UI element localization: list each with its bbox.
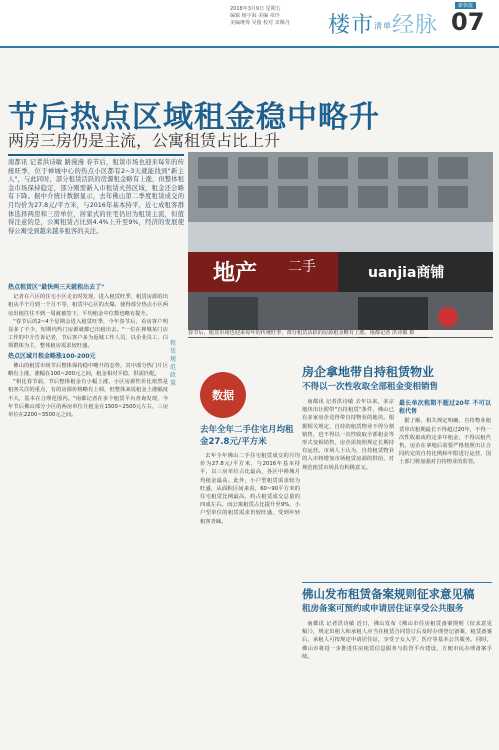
- vertical-section-title: 租赁规范政策: [170, 340, 177, 387]
- photo-caption: 春节后，租赁市场也迎来每年的传统旺季，部分租赁活跃的房源租金略有上涨。南都记者 洪诗敏 摄: [188, 330, 493, 337]
- header-rule: [0, 46, 499, 48]
- lead-paragraph: 南都讯 记者洪诗敏 路漫漫 春节后，租赁市场也迎来每年的传统旺季，位于禅城中心的热点小区都有2~3天就能找到"新主人"，与此同时，部分租赁活跃的房源租金略有上涨，但整体租金市场保持稳定，部分刚需新入市租赁火热区域，租金还会略有下降。据中介统计数据显示，去年佛山第二季度租赁成交的月均价为27.8元/平方米，与2016年基本持平，近七成租客群体选择两房和三房单位，居家式的住宅仍旧为租赁主流，但值得注意的是，公寓租赁占比到4.4%上升至9%，经济的发展使得公寓受到越来越多租客的关注。: [8, 159, 184, 235]
- page-header: [0, 0, 499, 48]
- right-top-para-1: 南都讯 记者洪诗敏 去年以来，多宗地块出让附带"自持租赁"条件，佛山已有多家房企竞得带自持物业的地块。根据相关规定，自持的租赁物业不得分割销售，也不得以一次性收取全部租金等形式变相销售，房企需按照规定长期持有运营。市场人士认为，自持租赁物业的入市将增加市场租赁房源的供给，对规范租赁市场具有积极意义。: [302, 399, 394, 471]
- left-para-1: 记者在六区的住宅小区走访时发现，进入租赁旺季，租赁房源的出租从半个月到一个月不等，租赁中心区的火爆，使得部分热点小区两房出租往往不到一周就被签下，平均租金中位数也略有提升。: [8, 294, 168, 317]
- meta-proof: 美编统筹 吴俊 校对 宋佩丹: [230, 20, 290, 26]
- photo-sign-right: uanjia商铺: [368, 265, 445, 281]
- left-column: [8, 282, 168, 742]
- photo-illustration: [188, 152, 493, 338]
- street-photo: [188, 152, 493, 338]
- right-top-subheadline: 不得以一次性收取全部租金变相销售: [302, 382, 439, 392]
- right-top-col-1: [302, 398, 394, 578]
- section-b: 清单: [374, 21, 393, 31]
- header-meta: [230, 6, 340, 27]
- middle-column: [200, 452, 300, 690]
- left-para-4: "相比春节前，节后整体租金有小幅上涨，小区房源性价比依然是租客关注的重点，有的房源价格略有上调，但整体来说租金上涨幅度不大，基本在合理范围内。"南都记者在多个租赁平台查询发现，今年节后佛山部分小区的两房单位月租金在1500~2500元左右，三房单位在2200~3500元之间。: [8, 379, 168, 419]
- right-bottom-headline: 佛山发布租赁备案规则征求意见稿: [302, 587, 475, 601]
- left-subhead-1: 热点租赁区"最快两三天就租出去了": [8, 284, 105, 291]
- left-para-2: "春节后的2~4个星期会进入租赁旺季，今年春节后，看房客户明显多了不少，短期内热门房源就都已出租出去。"一位在禅城某门店工作的中介告诉记者，节后客户多为返城工作人员，以企业员工、白领群体为主，整体租房需求较旺盛。: [8, 318, 168, 350]
- left-para-3: 佛山的租赁市场节后整体保持稳中略升的态势，其中部分热门片区略有上涨，涨幅在100~200元之间，租金相对平稳，供需匹配。: [8, 362, 168, 378]
- section-title: [328, 8, 438, 39]
- meta-editor: 编辑 杨宇海 美编 章玲: [230, 13, 280, 19]
- right-top-subhead: 最长单次租期不超过20年 不可以租代售: [399, 400, 491, 416]
- middle-big-quote: [200, 424, 296, 448]
- right-bottom-para: 南都讯 记者洪诗敏 近日，佛山发布《佛山市住房租赁备案规则（征求意见稿）》，规定出租人和承租人应当在租赁合同签订后及时办理登记备案，租赁备案后，承租人可按规定申请居住证，享受子女入学、医疗等基本公共服务。同时，佛山市将进一步推进住房租赁信息服务与监管平台建设，方便市民办理备案手续。: [302, 621, 492, 660]
- middle-quote-text: 去年全年二手住宅月均租金27.8元/平方米: [200, 425, 294, 447]
- section-c: 经脉: [392, 13, 439, 38]
- section-divider: [302, 582, 492, 583]
- meta-date: 2018年3月9日 星期五: [230, 6, 281, 12]
- right-bottom-subheadline: 租房备案可预约或申请居住证享受公共服务: [302, 604, 464, 614]
- photo-sign-small: 二手: [288, 259, 316, 275]
- page-number: 07: [451, 8, 485, 36]
- lead-paragraph-box: [8, 154, 184, 278]
- main-headline: 节后热点区域租金稳中略升: [8, 100, 380, 135]
- middle-para: 去年全年佛山二手住宅租赁成交的月均价为27.8元/平方米，与2016年基本持平，以三房单位占比最高，各区中禅城月均租金最高。此外，小户型租赁需求较为旺盛，从面积区间来看，60~90平方米的住宅租赁比例最高，约占租赁成交总量的四成左右。而公寓租赁占比提升至9%，小户型单位的租赁需求仍较旺盛，受到年轻租客青睐。: [200, 453, 300, 525]
- data-badge: 数据: [200, 372, 246, 418]
- right-top-para-2: 据了解，相关规定明确，自持物业租赁单次租期最长不得超过20年，不得一次性收取或约定多年租金，不得以租代售。房企在拿地后需要严格按照出让合同约定的自持比例和年限进行运营，国土部门将加强对自持物业的监管。: [399, 418, 491, 466]
- photo-sign-left: 地产: [213, 261, 258, 286]
- right-bottom-body: [302, 620, 492, 745]
- left-subhead-2: 热点区域月租金略涨100-200元: [8, 352, 96, 360]
- sub-headline: 两房三房仍是主流，公寓租赁占比上升: [8, 131, 281, 150]
- paper-tag: 新快报: [455, 2, 476, 9]
- right-top-headline-a: 房企拿地带自持租赁物业: [302, 365, 435, 379]
- right-top-col-2: [399, 398, 491, 578]
- section-a: 楼市: [328, 13, 375, 38]
- right-top-headline: [302, 364, 492, 380]
